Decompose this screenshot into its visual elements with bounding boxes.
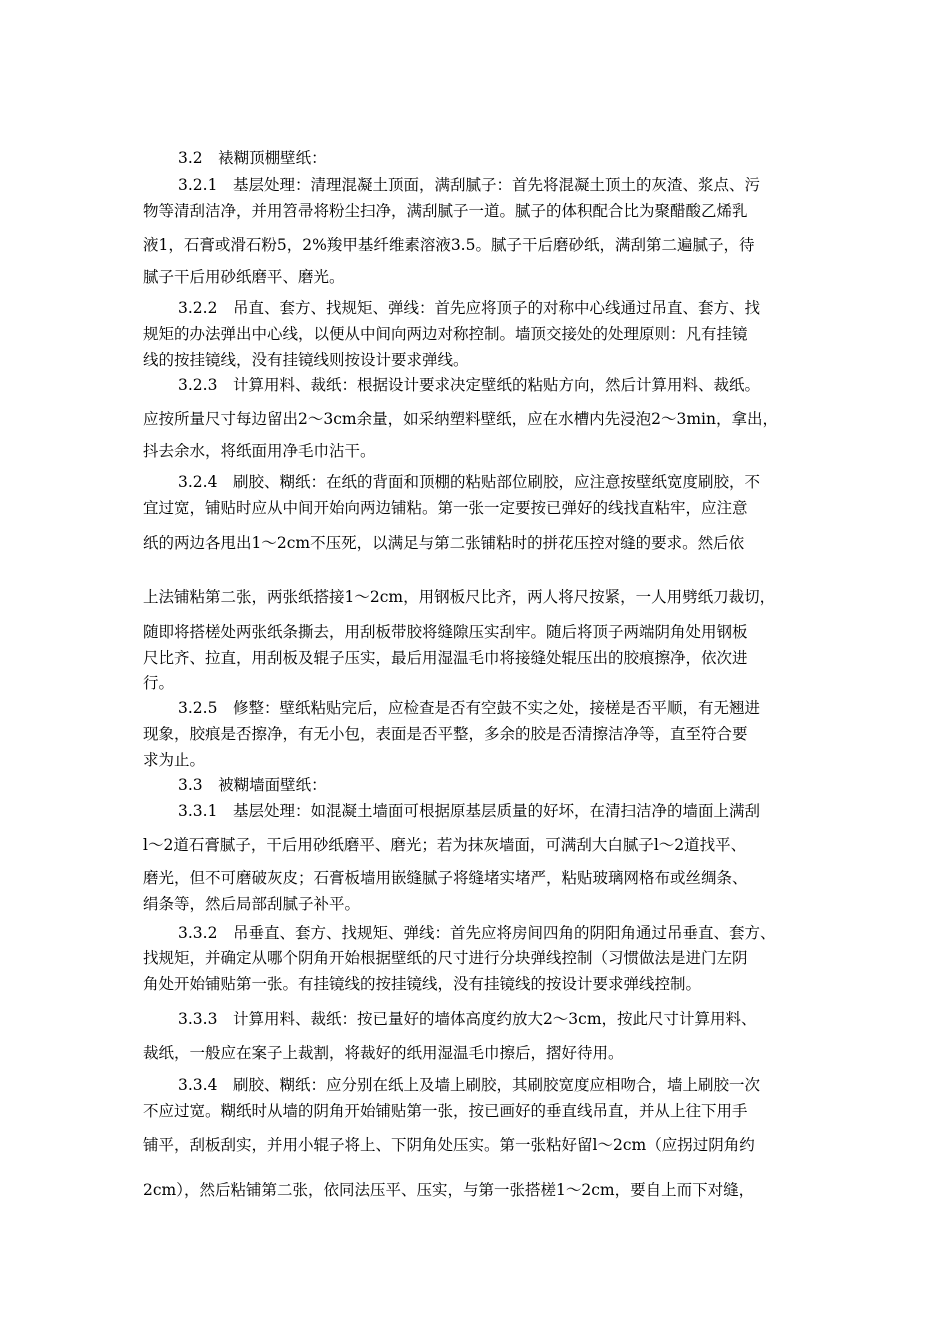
paragraph-first-line: 3.3 被糊墙面壁纸： (178, 776, 327, 794)
paragraph-line: 磨光，但不可磨破灰皮；石膏板墙用嵌缝腻子将缝堵实堵严，粘贴玻璃网格布或丝绸条、 (143, 869, 748, 887)
paragraph-line: 腻子干后用砂纸磨平、磨光。 (143, 268, 345, 286)
paragraph-line: 物等清刮洁净，并用笤帚将粉尘扫净，满刮腻子一道。腻子的体积配合比为聚醋酸乙烯乳 (143, 202, 748, 220)
paragraph-line: 找规矩，并确定从哪个阴角开始根据壁纸的尺寸进行分块弹线控制（习惯做法是进门左阴 (143, 949, 748, 967)
paragraph-line: 行。 (143, 674, 175, 692)
paragraph-first-line: 3.3.3 计算用料、裁纸：按已量好的墙体高度约放大2～3cm，按此尺寸计算用料、 (178, 1010, 757, 1028)
paragraph-line: 液1，石膏或滑石粉5，2%羧甲基纤维素溶液3.5。腻子干后磨砂纸，满刮第二遍腻子，待 (143, 236, 755, 254)
paragraph-line: 纸的两边各甩出1～2cm不压死，以满足与第二张铺粘时的拼花压控对缝的要求。然后依 (143, 534, 745, 552)
paragraph-line: 现象，胶痕是否擦净，有无小包，表面是否平整，多余的胶是否清擦洁净等，直至符合要 (143, 725, 748, 743)
paragraph-line: 角处开始铺贴第一张。有挂镜线的按挂镜线，没有挂镜线的按设计要求弹线控制。 (143, 975, 702, 993)
paragraph-line: 裁纸，一般应在案子上裁割，将裁好的纸用湿温毛巾擦后，摺好待用。 (143, 1044, 624, 1062)
paragraph-line: 规矩的办法弹出中心线，以便从中间向两边对称控制。墙顶交接处的处理原则：凡有挂镜 (143, 325, 748, 343)
paragraph-first-line: 3.3.4 刷胶、糊纸：应分别在纸上及墙上刷胶，其刷胶宽度应相吻合，墙上刷胶一次 (178, 1076, 760, 1094)
paragraph-first-line: 3.2 裱糊顶棚壁纸： (178, 149, 327, 167)
paragraph-line: 线的按挂镜线，没有挂镜线则按设计要求弹线。 (143, 351, 469, 369)
paragraph-line: 上法铺粘第二张，两张纸搭接1～2cm，用钢板尺比齐，两人将尺按紧，一人用劈纸刀裁切， (143, 588, 776, 606)
paragraph-line: 抖去余水，将纸面用净毛巾沾干。 (143, 442, 376, 460)
paragraph-line: 随即将搭槎处两张纸条撕去，用刮板带胶将缝隙压实刮牢。随后将顶子两端阴角处用钢板 (143, 623, 748, 641)
paragraph-first-line: 3.2.4 刷胶、糊纸：在纸的背面和顶棚的粘贴部位刷胶，应注意按壁纸宽度刷胶，不 (178, 473, 760, 491)
paragraph-line: 2cm），然后粘铺第二张，依同法压平、压实，与第一张搭槎1～2cm，要自上而下对缝， (143, 1181, 755, 1199)
paragraph-line: 应按所量尺寸每边留出2～3cm余量，如采纳塑料壁纸，应在水槽内先浸泡2～3min，拿出， (143, 410, 778, 428)
paragraph-first-line: 3.3.1 基层处理：如混凝土墙面可根据原基层质量的好坏，在清扫洁净的墙面上满刮 (178, 802, 760, 820)
paragraph-first-line: 3.2.2 吊直、套方、找规矩、弹线：首先应将顶子的对称中心线通过吊直、套方、找 (178, 299, 760, 317)
paragraph-line: l～2道石膏腻子，干后用砂纸磨平、磨光；若为抹灰墙面，可满刮大白腻子l～2道找平、 (143, 836, 747, 854)
paragraph-first-line: 3.2.5 修整：壁纸粘贴完后，应检查是否有空鼓不实之处，接槎是否平顺，有无翘进 (178, 699, 760, 717)
paragraph-line: 不应过宽。糊纸时从墙的阴角开始铺贴第一张，按已画好的垂直线吊直，并从上往下用手 (143, 1102, 748, 1120)
paragraph-line: 铺平，刮板刮实，并用小辊子将上、下阴角处压实。第一张粘好留l～2cm（应拐过阴角约 (143, 1136, 755, 1154)
paragraph-line: 绢条等，然后局部刮腻子补平。 (143, 895, 361, 913)
paragraph-line: 尺比齐、拉直，用刮板及辊子压实，最后用湿温毛巾将接缝处辊压出的胶痕擦净，依次进 (143, 649, 748, 667)
paragraph-first-line: 3.2.1 基层处理：清理混凝土顶面，满刮腻子：首先将混凝土顶土的灰渣、浆点、污 (178, 176, 760, 194)
paragraph-line: 求为止。 (143, 751, 206, 769)
paragraph-first-line: 3.3.2 吊垂直、套方、找规矩、弹线：首先应将房间四角的阴阳角通过吊垂直、套方、 (178, 924, 776, 942)
paragraph-first-line: 3.2.3 计算用料、裁纸：根据设计要求决定壁纸的粘贴方向，然后计算用料、裁纸。 (178, 376, 760, 394)
paragraph-line: 宜过宽，铺贴时应从中间开始向两边铺粘。第一张一定要按已弹好的线找直粘牢，应注意 (143, 499, 748, 517)
